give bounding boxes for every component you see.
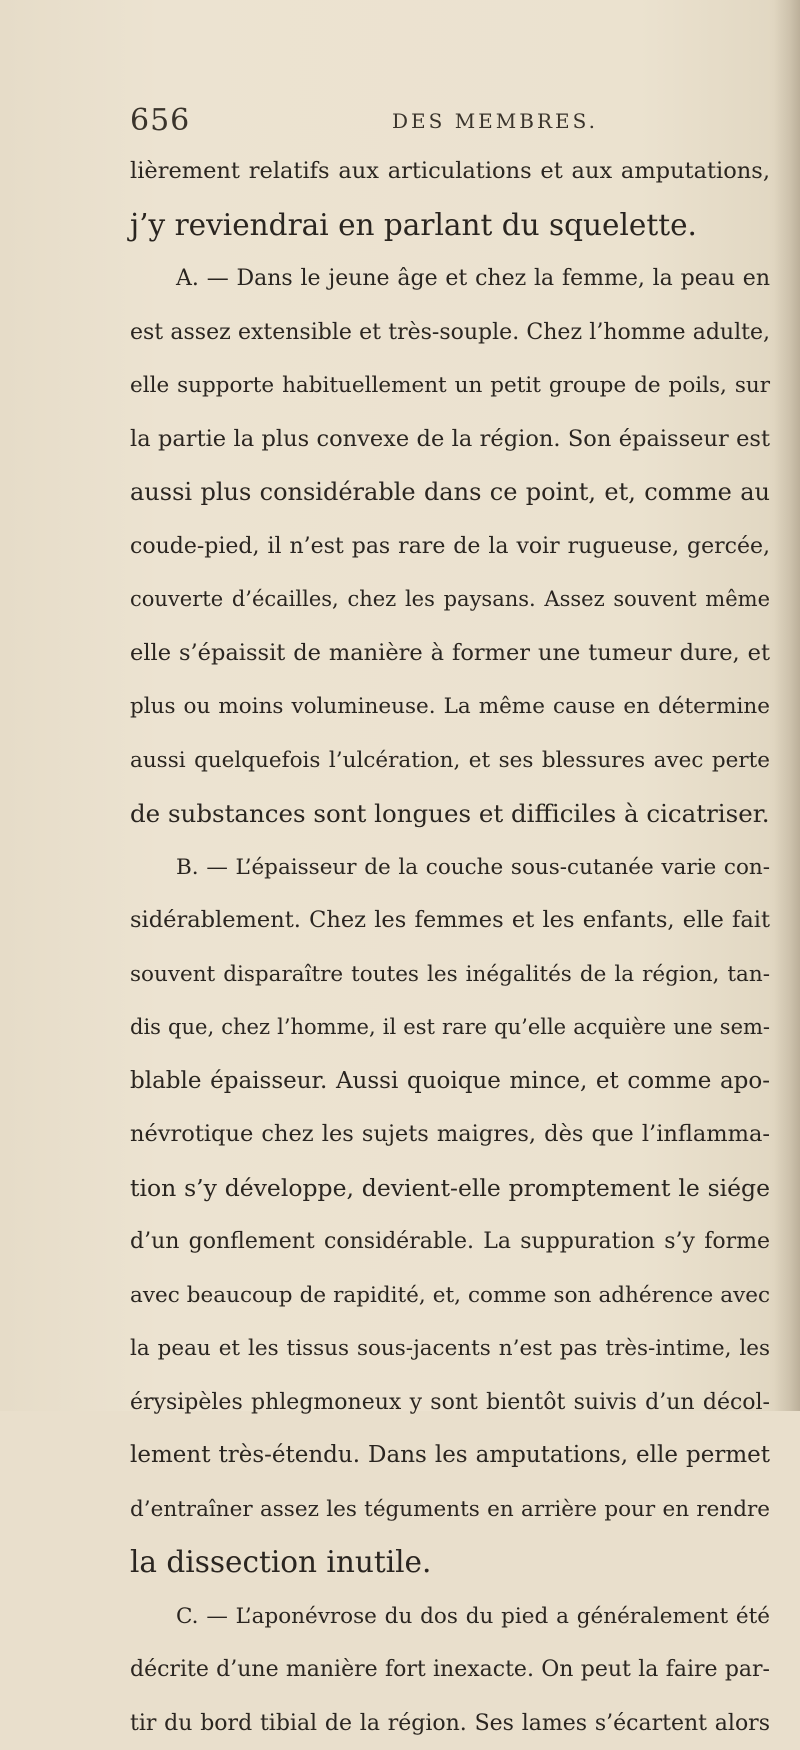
text-line: avec beaucoup de rapidité, et, comme son adhérence avec bbox=[130, 1269, 770, 1323]
text-line: aussi quelquefois l’ulcération, et ses blessures avec perte bbox=[130, 734, 770, 788]
page-header bbox=[130, 103, 770, 143]
text-line: la dissection inutile. bbox=[130, 1536, 770, 1590]
text-line: lement très-étendu. Dans les amputations, elle permet bbox=[130, 1429, 770, 1483]
text-line: couverte d’écailles, chez les paysans. Assez souvent même bbox=[130, 573, 770, 627]
text-line: la peau et les tissus sous-jacents n’est pas très-intime, les bbox=[130, 1322, 770, 1376]
text-line: dis que, chez l’homme, il est rare qu’elle acquière une sem- bbox=[130, 1001, 770, 1055]
text-line: B. — L’épaisseur de la couche sous-cutanée varie con- bbox=[130, 841, 770, 895]
text-line: plus ou moins volumineuse. La même cause en détermine bbox=[130, 680, 770, 734]
text-line: névrotique chez les sujets maigres, dès que l’inflamma- bbox=[130, 1108, 770, 1162]
text-line: d’entraîner assez les téguments en arrière pour en rendre bbox=[130, 1483, 770, 1537]
text-line: aussi plus considérable dans ce point, et, comme au bbox=[130, 466, 770, 520]
page-number: 656 bbox=[130, 103, 190, 138]
text-line: coude-pied, il n’est pas rare de la voir rugueuse, gercée, bbox=[130, 520, 770, 574]
text-line: tir du bord tibial de la région. Ses lames s’écartent alors bbox=[130, 1697, 770, 1750]
text-line: A. — Dans le jeune âge et chez la femme, la peau en bbox=[130, 252, 770, 306]
text-line: elle s’épaissit de manière à former une tumeur dure, et bbox=[130, 627, 770, 681]
text-line: j’y reviendrai en parlant du squelette. bbox=[130, 199, 770, 253]
text-line: blable épaisseur. Aussi quoique mince, et comme apo- bbox=[130, 1055, 770, 1109]
text-line: la partie la plus convexe de la région. Son épaisseur est bbox=[130, 413, 770, 467]
text-line: lièrement relatifs aux articulations et aux amputations, bbox=[130, 145, 770, 199]
text-line: sidérablement. Chez les femmes et les enfants, elle fait bbox=[130, 894, 770, 948]
text-line: est assez extensible et très-souple. Chez l’homme adulte, bbox=[130, 306, 770, 360]
text-line: C. — L’aponévrose du dos du pied a généralement été bbox=[130, 1590, 770, 1644]
text-line: érysipèles phlegmoneux y sont bientôt suivis d’un décol- bbox=[130, 1376, 770, 1430]
running-head: DES MEMBRES. bbox=[392, 109, 598, 133]
text-line: souvent disparaître toutes les inégalités de la région, tan- bbox=[130, 948, 770, 1002]
text-line: d’un gonflement considérable. La suppuration s’y forme bbox=[130, 1215, 770, 1269]
page-edge-shadow bbox=[774, 0, 800, 1411]
text-line: tion s’y développe, devient-elle promptement le siége bbox=[130, 1162, 770, 1216]
body-text bbox=[130, 145, 770, 1750]
text-line: décrite d’une manière fort inexacte. On peut la faire par- bbox=[130, 1643, 770, 1697]
text-line: elle supporte habituellement un petit groupe de poils, sur bbox=[130, 359, 770, 413]
text-line: de substances sont longues et difficiles à cicatriser. bbox=[130, 787, 770, 841]
